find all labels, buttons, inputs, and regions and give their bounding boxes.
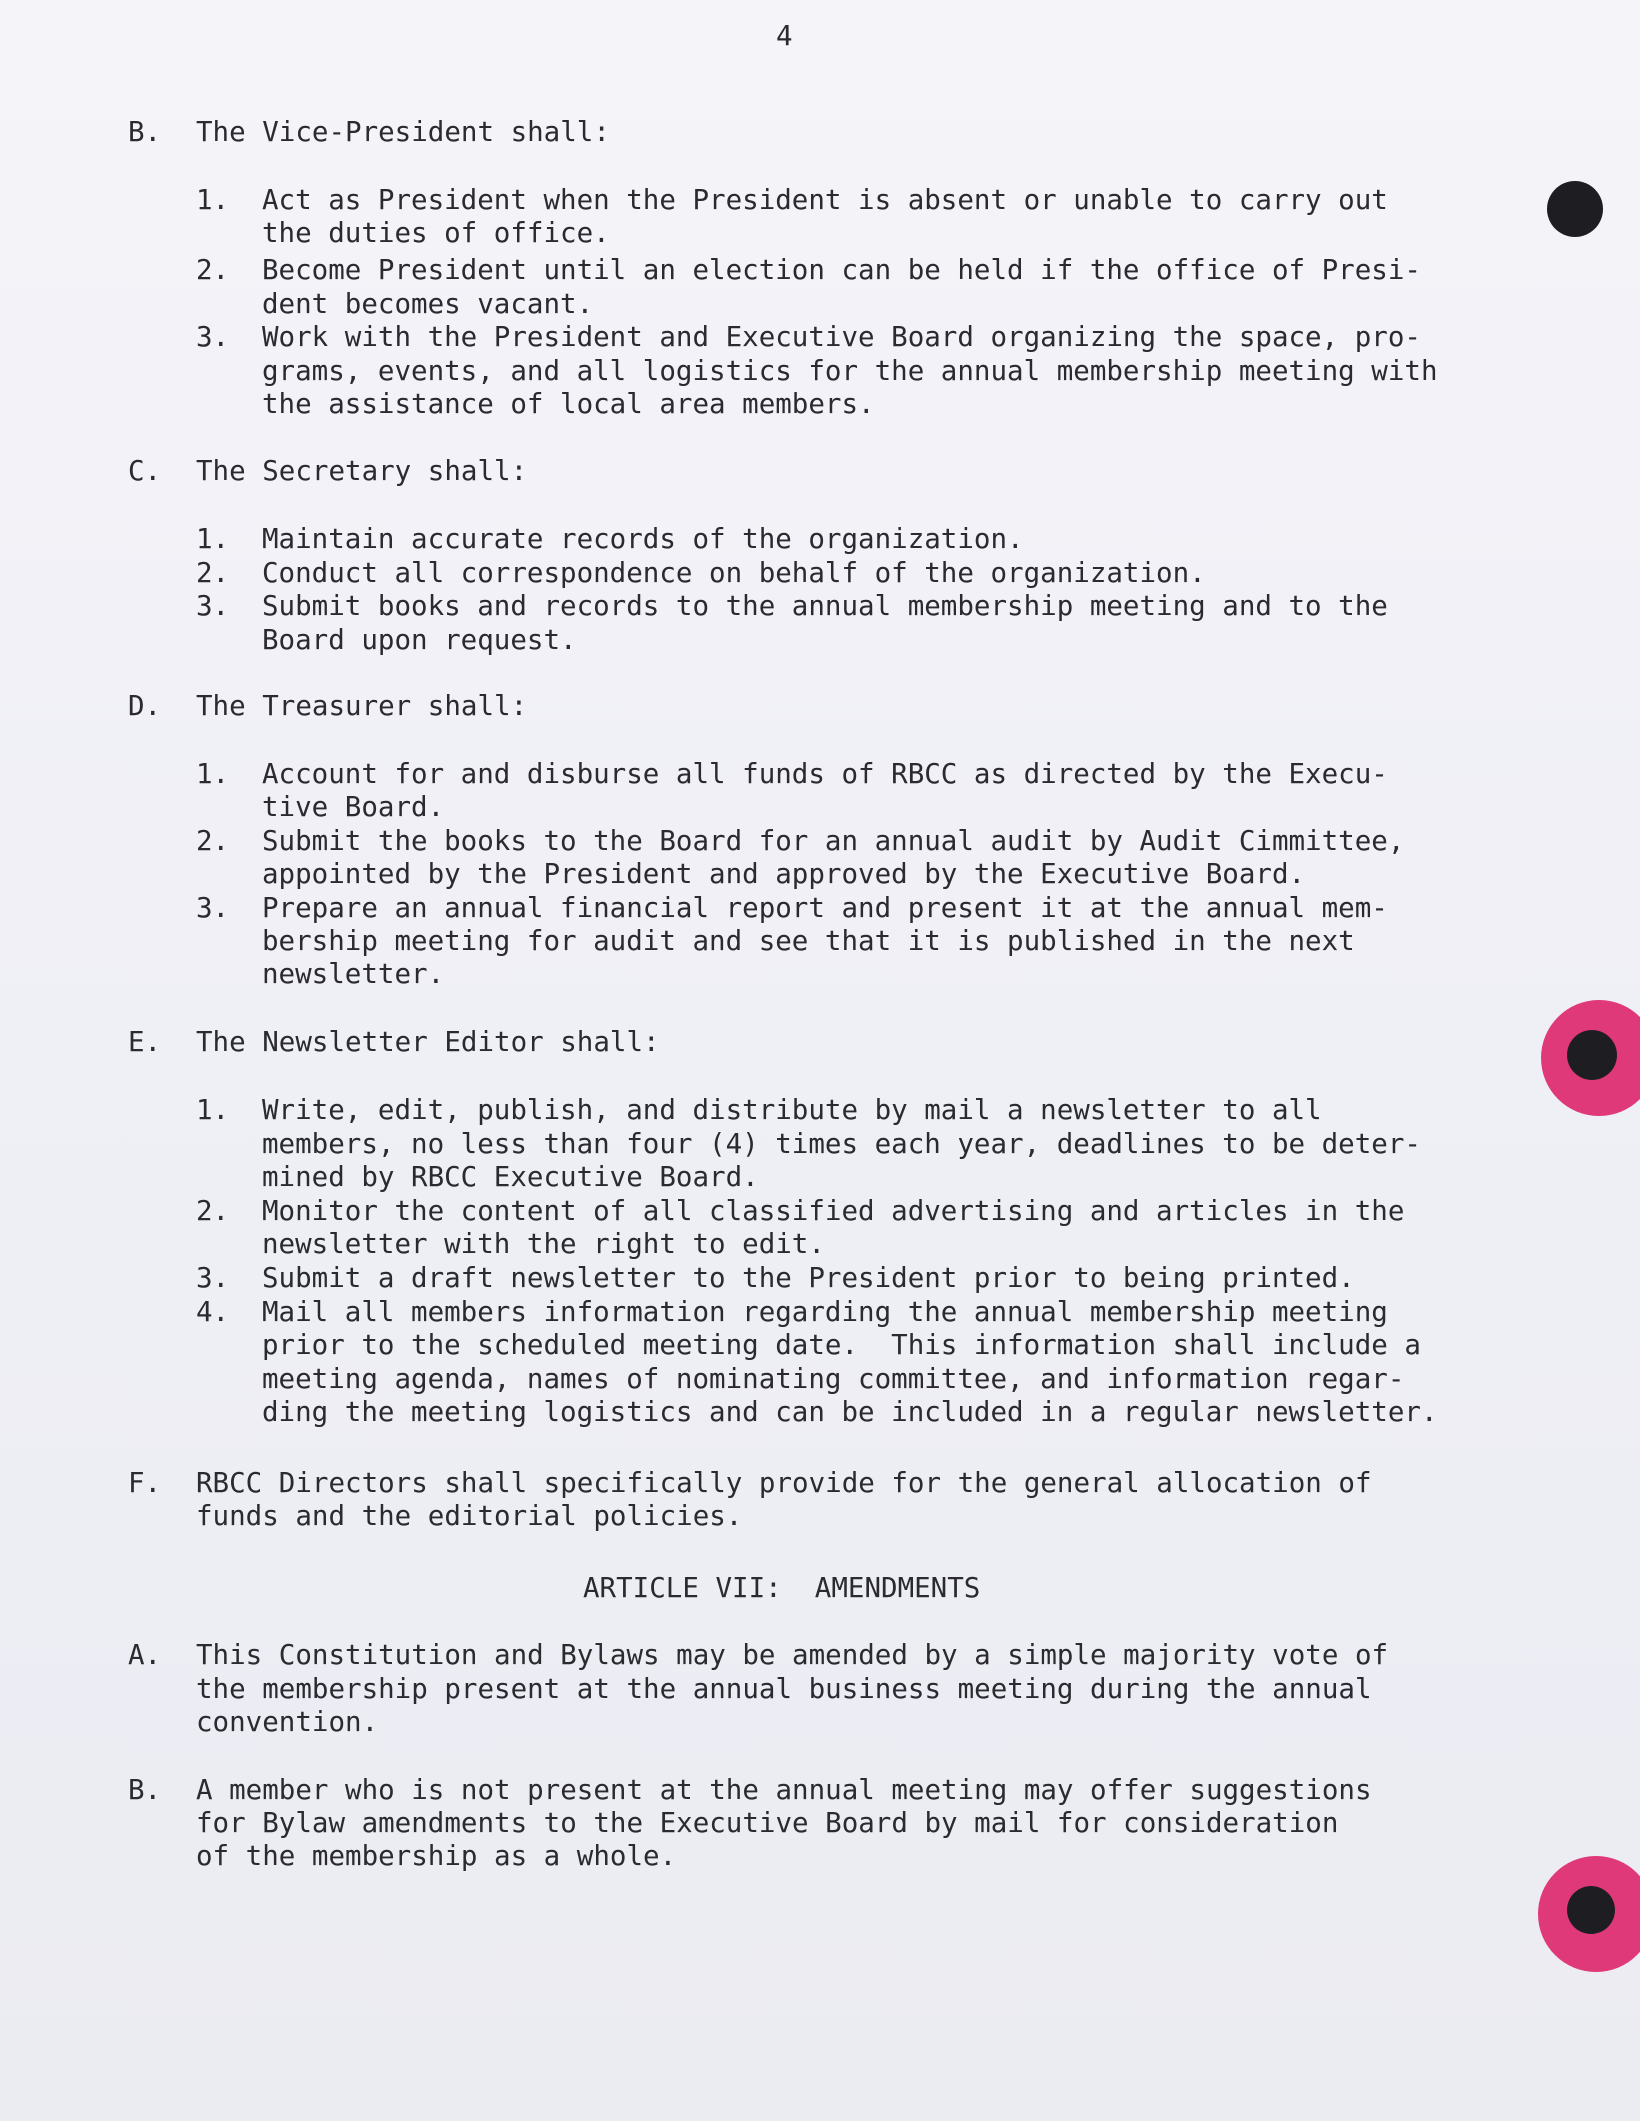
section-letter: B. — [128, 116, 162, 148]
item-line: Write, edit, publish, and distribute by mail a newsletter to all — [262, 1094, 1322, 1126]
item-line: Submit the books to the Board for an annual audit by Audit Cimmittee, — [262, 825, 1405, 857]
section-line: RBCC Directors shall specifically provide for the general allocation of — [196, 1467, 1372, 1499]
item-line: Account for and disburse all funds of RBCC as directed by the Execu- — [262, 758, 1388, 790]
section-line: for Bylaw amendments to the Executive Board by mail for consideration — [196, 1807, 1339, 1839]
item-number: 1. — [196, 758, 230, 790]
item-line: dent becomes vacant. — [262, 288, 594, 320]
section-heading: The Treasurer shall: — [196, 690, 528, 722]
section-line: This Constitution and Bylaws may be amended by a simple majority vote of — [196, 1639, 1389, 1671]
section-line: of the membership as a whole. — [196, 1840, 677, 1872]
article-heading: ARTICLE VII: AMENDMENTS — [583, 1572, 981, 1604]
section-letter: B. — [128, 1774, 162, 1806]
item-line: tive Board. — [262, 791, 445, 823]
page-number: 4 — [776, 20, 793, 52]
item-number: 2. — [196, 1195, 230, 1227]
section-letter: D. — [128, 690, 162, 722]
punch-hole — [1567, 1886, 1615, 1934]
item-line: Board upon request. — [262, 624, 577, 656]
item-number: 2. — [196, 254, 230, 286]
item-line: Monitor the content of all classified advertising and articles in the — [262, 1195, 1405, 1227]
item-number: 2. — [196, 557, 230, 589]
item-number: 4. — [196, 1296, 230, 1328]
item-number: 1. — [196, 1094, 230, 1126]
item-line: the duties of office. — [262, 217, 610, 249]
item-line: the assistance of local area members. — [262, 388, 875, 420]
item-line: Maintain accurate records of the organization. — [262, 523, 1024, 555]
section-line: convention. — [196, 1706, 379, 1738]
item-line: Submit books and records to the annual membership meeting and to the — [262, 590, 1388, 622]
item-line: Prepare an annual financial report and present it at the annual mem- — [262, 892, 1388, 924]
item-line: Act as President when the President is absent or unable to carry out — [262, 184, 1388, 216]
item-number: 2. — [196, 825, 230, 857]
item-number: 1. — [196, 523, 230, 555]
section-heading: The Newsletter Editor shall: — [196, 1026, 660, 1058]
section-heading: The Secretary shall: — [196, 455, 528, 487]
section-line: A member who is not present at the annual meeting may offer suggestions — [196, 1774, 1372, 1806]
item-number: 3. — [196, 1262, 230, 1294]
section-letter: F. — [128, 1467, 162, 1499]
item-number: 3. — [196, 590, 230, 622]
item-line: Submit a draft newsletter to the President prior to being printed. — [262, 1262, 1355, 1294]
item-line: prior to the scheduled meeting date. This information shall include a — [262, 1329, 1421, 1361]
section-letter: A. — [128, 1639, 162, 1671]
item-number: 1. — [196, 184, 230, 216]
item-line: newsletter with the right to edit. — [262, 1228, 825, 1260]
item-line: Work with the President and Executive Board organizing the space, pro- — [262, 321, 1421, 353]
item-line: newsletter. — [262, 958, 445, 990]
item-line: Mail all members information regarding the annual membership meeting — [262, 1296, 1388, 1328]
section-letter: E. — [128, 1026, 162, 1058]
item-line: meeting agenda, names of nominating committee, and information regar- — [262, 1363, 1405, 1395]
punch-hole — [1547, 181, 1603, 237]
item-line: ding the meeting logistics and can be included in a regular newsletter. — [262, 1396, 1438, 1428]
item-line: Conduct all correspondence on behalf of the organization. — [262, 557, 1206, 589]
section-line: funds and the editorial policies. — [196, 1500, 743, 1532]
item-line: bership meeting for audit and see that it is published in the next — [262, 925, 1355, 957]
item-line: members, no less than four (4) times each year, deadlines to be deter- — [262, 1128, 1421, 1160]
item-number: 3. — [196, 892, 230, 924]
item-line: mined by RBCC Executive Board. — [262, 1161, 759, 1193]
item-number: 3. — [196, 321, 230, 353]
punch-hole — [1567, 1030, 1617, 1080]
item-line: Become President until an election can be held if the office of Presi- — [262, 254, 1421, 286]
item-line: appointed by the President and approved by the Executive Board. — [262, 858, 1306, 890]
section-letter: C. — [128, 455, 162, 487]
item-line: grams, events, and all logistics for the annual membership meeting with — [262, 355, 1438, 387]
section-line: the membership present at the annual business meeting during the annual — [196, 1673, 1372, 1705]
section-heading: The Vice-President shall: — [196, 116, 610, 148]
